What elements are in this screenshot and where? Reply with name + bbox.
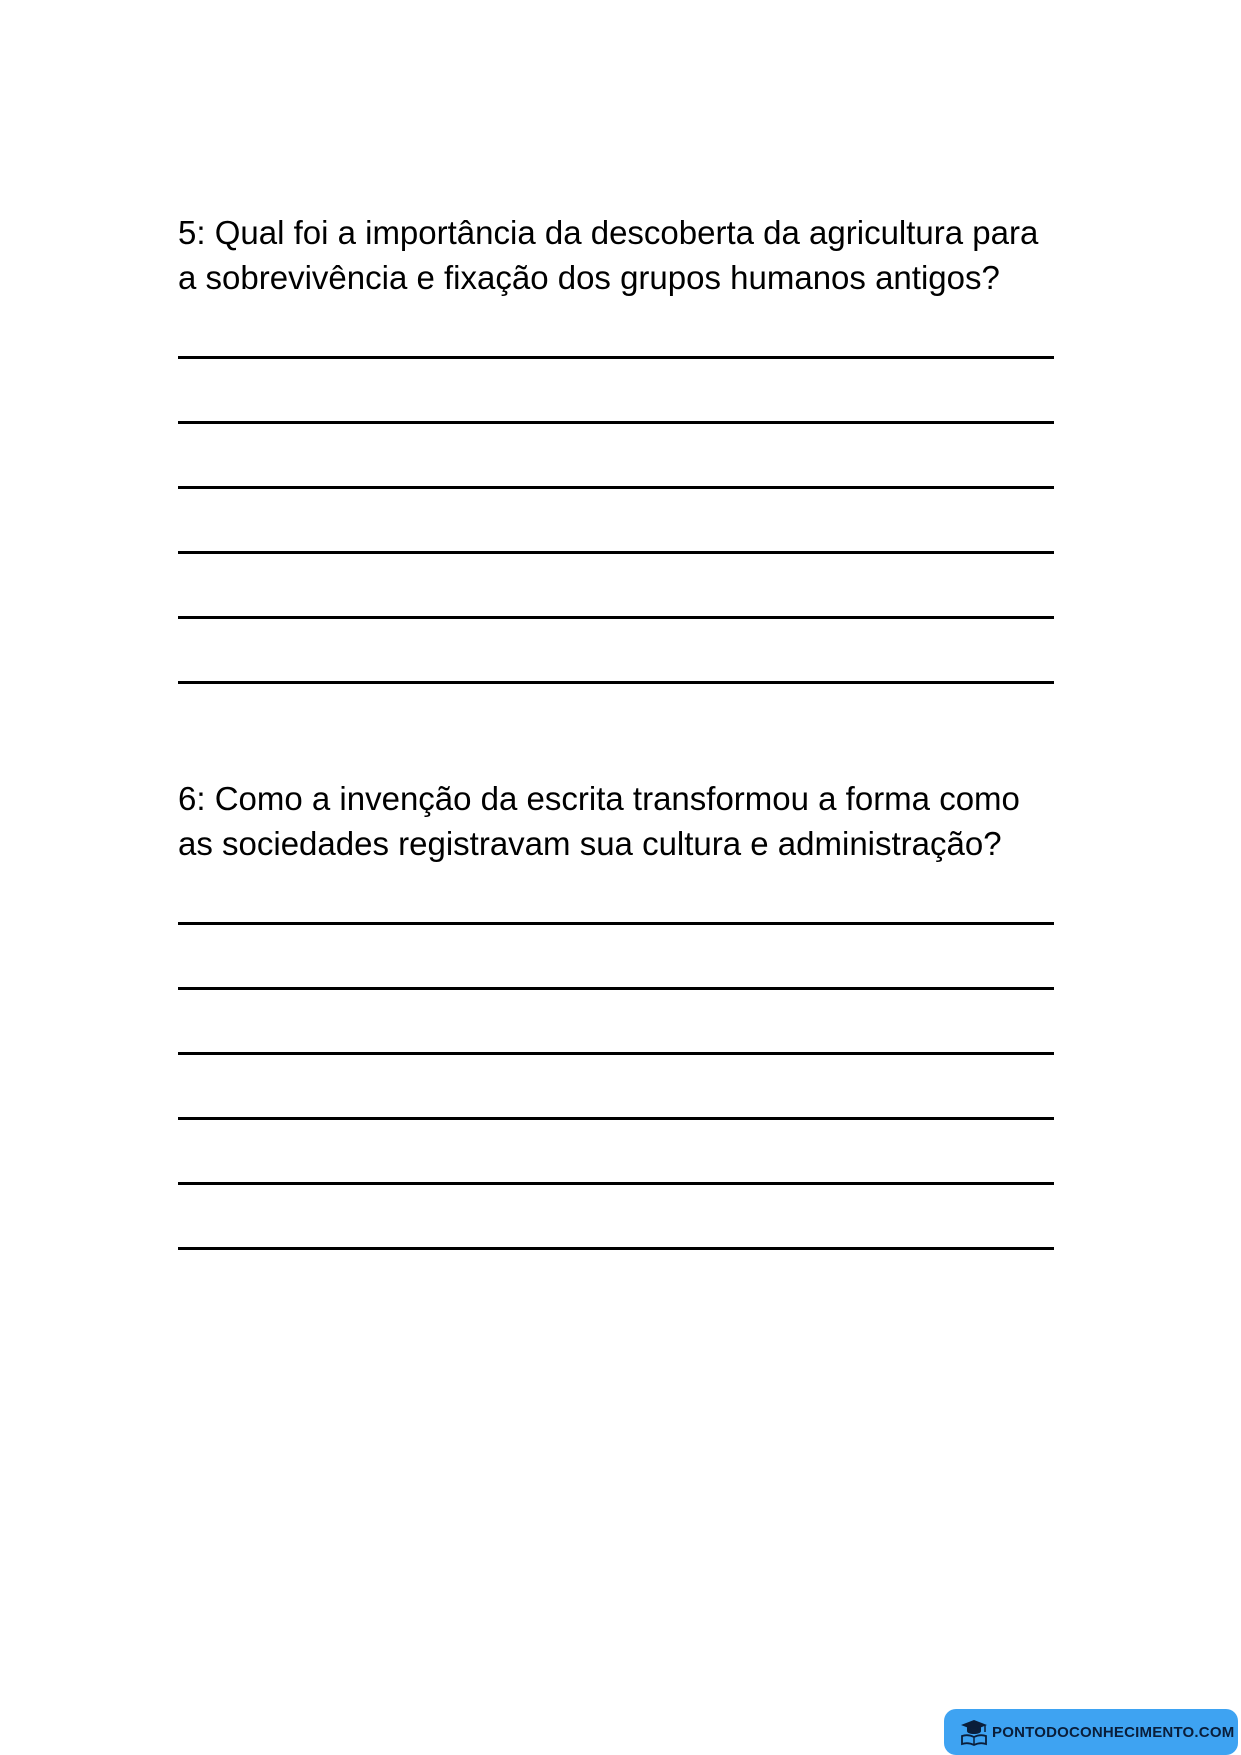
question-5-line-2: a sobrevivência e fixação dos grupos humanos antigos? — [178, 259, 1000, 296]
answer-line[interactable] — [178, 922, 1054, 925]
answer-line[interactable] — [178, 1182, 1054, 1185]
answer-line[interactable] — [178, 486, 1054, 489]
answer-line[interactable] — [178, 681, 1054, 684]
site-badge[interactable] — [944, 1709, 1238, 1755]
question-6 — [178, 776, 1058, 866]
answer-line[interactable] — [178, 616, 1054, 619]
answer-line[interactable] — [178, 356, 1054, 359]
answer-line[interactable] — [178, 421, 1054, 424]
answer-line[interactable] — [178, 1052, 1054, 1055]
question-6-line-2: as sociedades registravam sua cultura e administração? — [178, 825, 1002, 862]
answer-line[interactable] — [178, 1247, 1054, 1250]
question-5 — [178, 210, 1058, 300]
answer-line[interactable] — [178, 1117, 1054, 1120]
graduate-book-icon — [958, 1716, 990, 1748]
site-name: PONTODOCONHECIMENTO.COM — [992, 1723, 1235, 1741]
question-6-line-1: 6: Como a invenção da escrita transformou a forma como — [178, 780, 1020, 817]
question-5-line-1: 5: Qual foi a importância da descoberta da agricultura para — [178, 214, 1039, 251]
answer-line[interactable] — [178, 551, 1054, 554]
answer-line[interactable] — [178, 987, 1054, 990]
